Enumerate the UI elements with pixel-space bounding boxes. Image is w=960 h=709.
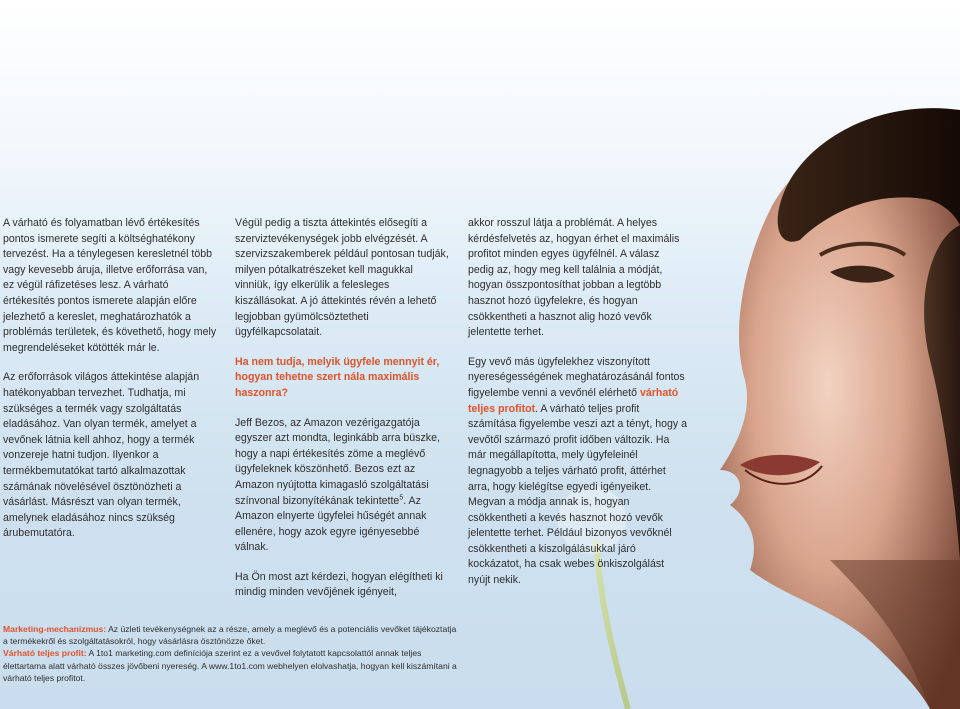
paragraph-text: . Az Amazon elnyerte ügyfelei hűségét annak ellenére, hogy azok egyre igényesebbé válnak. (235, 494, 427, 554)
footnote (3, 647, 463, 684)
paragraph: Ha Ön most azt kérdezi, hogyan elégítheti ki mindig minden vevőjének igényeit, (235, 570, 443, 599)
paragraph: Végül pedig a tiszta áttekintés elősegíti a szerviztevékenységek jobb elvégzését. A szervizszakemberek például pontosan tudják, milyen pótalkatrészeket kell magukkal vinniük, így elkerülik a felesleges kiszállásokat. A jó áttekintés révén a lehető legjobban gyümölcsöztetheti ügyfélkapcsolatait. (235, 217, 449, 339)
text-column-2 (235, 216, 450, 615)
highlighted-term: várható teljes profitot (468, 386, 679, 415)
paragraph (235, 416, 450, 556)
paragraph-text: . A várható teljes profit számítása figyelembe veszi azt a tényt, hogy a vevőtől származó profit időben változik. Ha már megállapította, mely ügyfeleinél legnagyobb a teljes várható profit, áttérhet arra, hogy kielégítse egyedi igényeiket. Megvan a módja annak is, hogyan csökkentheti a kevés hasznot hozó vevők jelentette terhet. Például bizonyos vevőknél csökkentheti a kiszolgálásukkal járó kockázatot, ha csak webes önkiszolgálást nyújt nekik. (468, 402, 688, 587)
footnote (3, 623, 463, 647)
footnote-text: A 1to1 marketing.com definíciója szerint ez a vevővel folytatott kapcsolattól annak teljes élettartama alatt várható összes jövőbeni nyereség. A www.1to1.com webhelyen elolvashatja, hogyan kell kiszámítani a várható teljes profitot. (3, 648, 457, 683)
footnote-label: Várható teljes profit: (3, 648, 87, 659)
text-column-3 (468, 216, 688, 603)
paragraph: akkor rosszul látja a problémát. A helyes kérdésfelvetés az, hogyan érhet el maximális profitot minden egyes ügyfélnél. A válasz pedig az, hogy meg kell találnia a módját, hogyan összpontosíthat jobban a legtöbb hasznot hozó ügyfelekre, és hogyan csökkentheti a hasznot alig hozó vevők jelentette terhet. (468, 217, 680, 339)
footnote-text: Az üzleti tevékenységnek az a része, amely a meglévő és a potenciális vevőket tájékoztatja a termékekről és szolgáltatásokról, hogy vásárlásra ösztönözze őket. (3, 624, 457, 647)
text-column-1 (3, 216, 218, 556)
paragraph (468, 355, 688, 589)
paragraph: Az erőforrások világos áttekintése alapján hatékonyabban tervezhet. Tudhatja, mi szükséges a termék vagy szolgáltatás eladásához. Van olyan termék, amelyet a vevőnek látnia kell ahhoz, hogy a termék vonzereje hatni tudjon. Ilyenkor a termékbemutatókat tartó alkalmazottak számának növelésével ösztönözheti a vásárlást. Másrészt van olyan termék, amelynek eladásához nincs szükség árubemutatóra. (3, 371, 200, 540)
footnotes (3, 623, 463, 684)
paragraph-text: Egy vevő más ügyfelekhez viszonyított nyereségességének meghatározásánál fontos figyelembe venni a vevőnél elérhető (468, 355, 685, 399)
footnote-label: Marketing-mechanizmus: (3, 624, 107, 634)
paragraph: A várható és folyamatban lévő értékesítés pontos ismerete segíti a költséghatékony tervezést. Ha a ténylegesen keresletnél több vagy kevesebb áruja, illetve erőforrása van, ez végül ráfizetéses lesz. A várható értékesítés pontos ismerete alapján előre jelezhető a kereslet, meghatározhatók a problémás területek, és követhető, hogy mely megrendeléseket kötötték már le. (3, 217, 217, 354)
paragraph-text: Jeff Bezos, az Amazon vezérigazgatója egyszer azt mondta, leginkább arra büszke, hogy a napi értékesítés zöme a meglévő ügyfeleknek köszönhető. Bezos ezt az Amazon nyújtotta kimagasló szolgáltatási színvonal bizonyítékának tekintette (235, 416, 440, 507)
highlighted-question: Ha nem tudja, melyik ügyfele mennyit ér, hogyan tehetne szert nála maximális haszonra? (235, 355, 440, 399)
footnote-ref: 5 (399, 493, 404, 501)
